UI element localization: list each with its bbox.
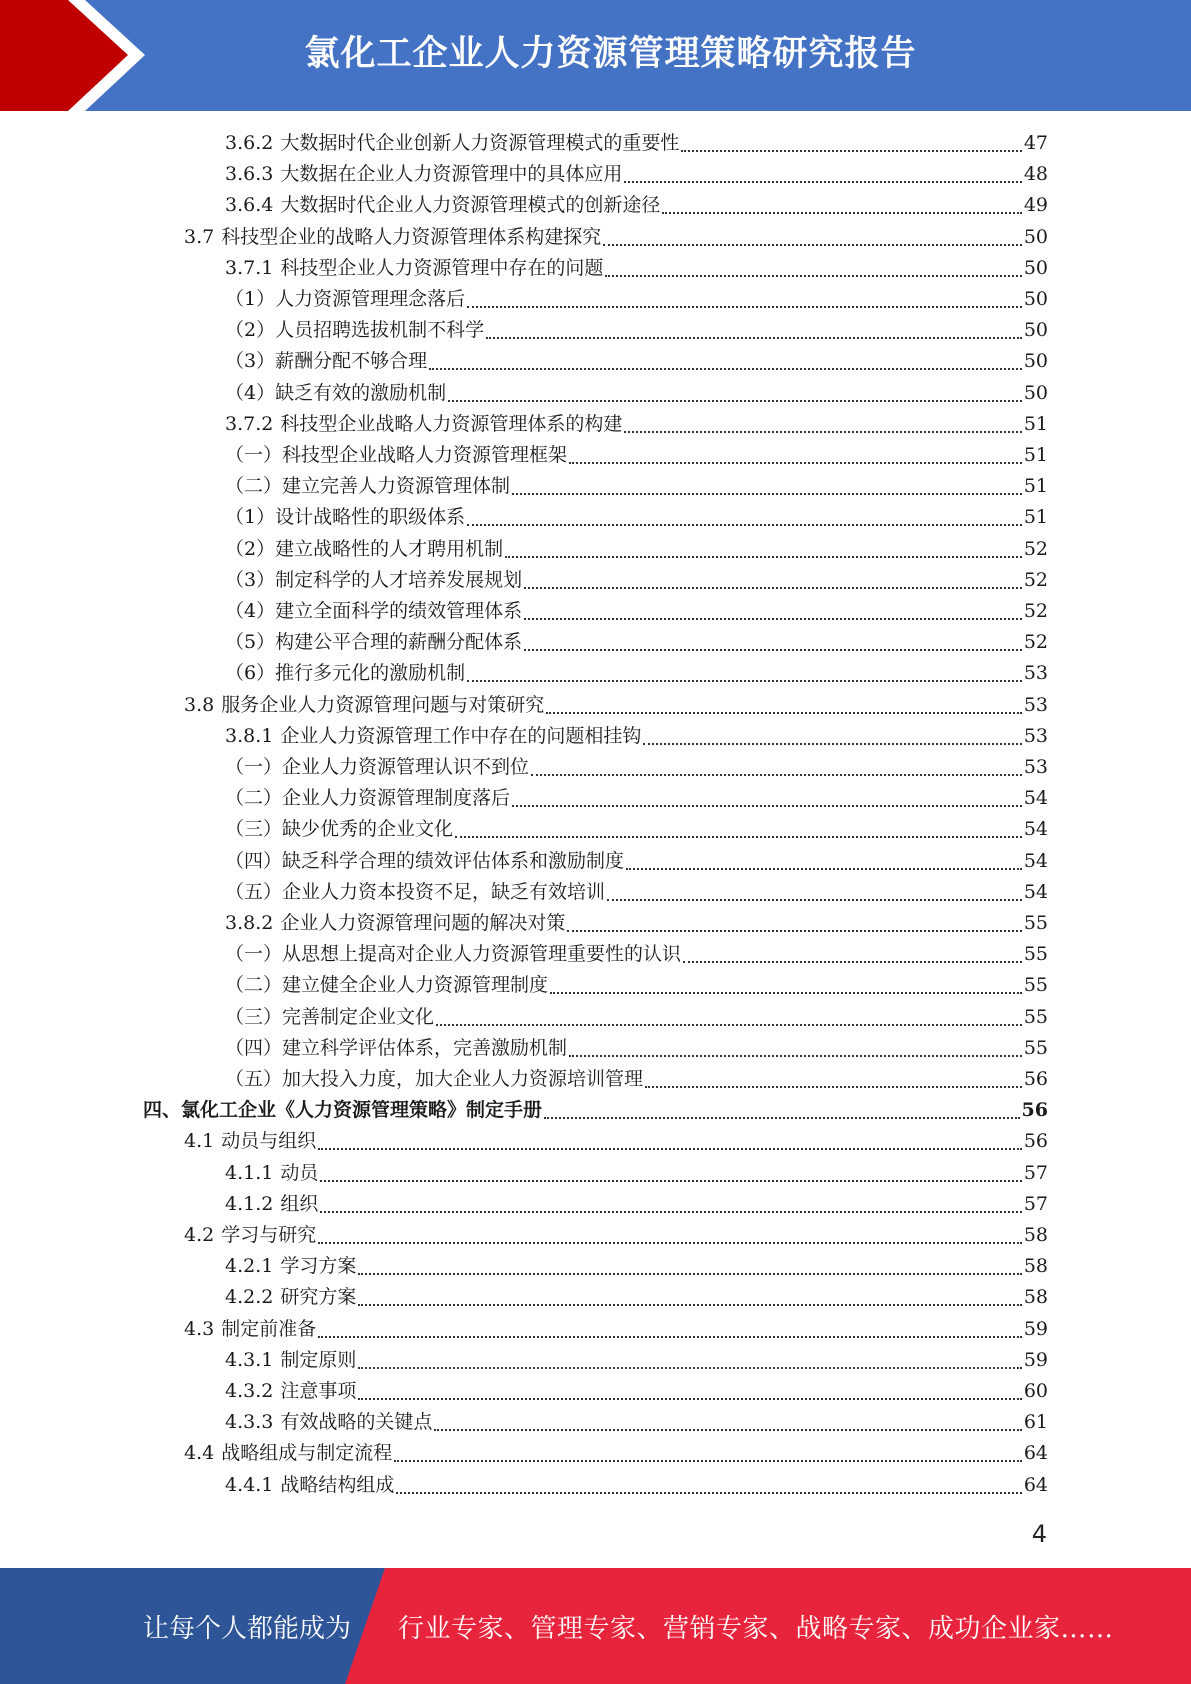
toc-entry-title: （6）推行多元化的激励机制 [225, 662, 466, 685]
toc-entry-page: 64 [1023, 1442, 1048, 1465]
toc-entry-number: 3.8.2 [225, 912, 274, 934]
toc-dot-leader [603, 215, 1022, 246]
toc-entry-page: 52 [1023, 631, 1048, 654]
toc-entry-page: 64 [1023, 1473, 1048, 1496]
toc-entry-title: 四、氯化工企业《人力资源管理策略》制定手册 [143, 1099, 543, 1122]
toc-dot-leader [569, 1026, 1022, 1057]
toc-entry-page: 55 [1023, 1005, 1048, 1028]
toc-dot-leader [396, 1463, 1021, 1494]
toc-dot-leader [512, 776, 1022, 807]
toc-entry-page: 53 [1023, 693, 1048, 716]
toc-entry-page: 52 [1023, 600, 1048, 622]
toc-dot-leader [531, 745, 1022, 776]
toc-dot-leader [524, 589, 1022, 620]
toc-entry-page: 55 [1023, 912, 1048, 934]
toc-entry-page: 50 [1023, 319, 1048, 342]
toc-dot-leader [467, 651, 1022, 682]
toc-dot-leader [505, 527, 1022, 558]
toc-entry-number: 3.7.1 [225, 256, 274, 279]
toc-entry-page: 55 [1023, 974, 1048, 997]
toc-dot-leader [318, 1307, 1022, 1338]
toc-entry-title: 学习与研究 [221, 1224, 317, 1246]
toc-dot-leader [486, 308, 1022, 339]
toc-dot-leader [681, 121, 1021, 152]
toc-dot-leader [645, 1057, 1022, 1088]
toc-entry-page: 59 [1023, 1348, 1048, 1371]
toc-entry-title: （三）缺少优秀的企业文化 [225, 818, 454, 841]
toc-entry-title: （一）科技型企业战略人力资源管理框架 [225, 444, 568, 466]
toc-entry-title: （2）人员招聘选拔机制不科学 [225, 319, 485, 342]
toc-dot-leader [429, 339, 1022, 370]
toc-entry-title: 动员与组织 [221, 1130, 317, 1153]
toc-entry-title: （1）设计战略性的职级体系 [225, 506, 466, 529]
toc-entry-title: 制定原则 [280, 1348, 357, 1371]
toc-entry-page: 50 [1023, 256, 1048, 279]
toc-entry-number: 4.3.3 [225, 1411, 274, 1434]
toc-dot-leader [550, 963, 1022, 994]
toc-entry-page: 48 [1023, 163, 1048, 186]
toc-entry-title: 科技型企业战略人力资源管理体系的构建 [280, 412, 623, 435]
page-number: 4 [1031, 1520, 1047, 1548]
toc-entry-number: 4.3 [184, 1317, 215, 1340]
toc-entry-title: （一）企业人力资源管理认识不到位 [225, 756, 530, 778]
toc-entry-title: 学习方案 [280, 1255, 357, 1278]
toc-entry-page: 58 [1023, 1286, 1048, 1309]
toc-entry-number: 4.2 [184, 1224, 215, 1246]
toc-entry-title: 大数据时代企业人力资源管理模式的创新途径 [280, 194, 661, 217]
toc-dot-leader [544, 1088, 1020, 1119]
toc-entry-page: 53 [1023, 756, 1048, 778]
toc-entry-page: 51 [1023, 506, 1048, 529]
toc-dot-leader [320, 1182, 1021, 1213]
toc-dot-leader [358, 1275, 1021, 1306]
toc-entry-number: 4.4 [184, 1442, 215, 1465]
footer-slogan-left: 让每个人都能成为 [143, 1614, 352, 1644]
toc-entry-page: 55 [1023, 1036, 1048, 1059]
toc-entry-page: 60 [1023, 1380, 1048, 1402]
toc-entry-title: （四）缺乏科学合理的绩效评估体系和激励制度 [225, 849, 625, 872]
toc-dot-leader [643, 714, 1021, 745]
toc-entry-title: （四）建立科学评估体系，完善激励机制 [225, 1036, 568, 1059]
toc-entry-number: 3.7.2 [225, 412, 274, 435]
toc-entry-number: 4.1.2 [225, 1192, 274, 1215]
toc-entry-page: 54 [1023, 818, 1048, 841]
toc-dot-leader [569, 433, 1022, 464]
toc-entry-page: 50 [1023, 225, 1048, 248]
toc-entry-page: 49 [1023, 194, 1048, 217]
toc-dot-leader [626, 839, 1022, 870]
toc-entry-page: 56 [1023, 1068, 1048, 1090]
toc-dot-leader [605, 246, 1021, 277]
toc-dot-leader [394, 1431, 1022, 1462]
toc-dot-leader [683, 932, 1022, 963]
toc-entry-title: （4）建立全面科学的绩效管理体系 [225, 600, 523, 622]
toc-dot-leader [607, 870, 1022, 901]
toc-entry-title: （一）从思想上提高对企业人力资源管理重要性的认识 [225, 943, 682, 966]
toc-dot-leader [624, 152, 1021, 183]
toc-entry-number: 3.6.4 [225, 194, 274, 217]
toc-entry-page: 55 [1023, 943, 1048, 966]
toc-entry-page: 54 [1023, 787, 1048, 810]
toc-entry-title: 注意事项 [280, 1380, 357, 1402]
toc-entry-number: 4.2.1 [225, 1255, 274, 1278]
toc-entry-title: （3）制定科学的人才培养发展规划 [225, 568, 523, 591]
toc-dot-leader [662, 183, 1021, 214]
toc-entry-page: 53 [1023, 724, 1048, 747]
toc-dot-leader [567, 901, 1021, 932]
toc-dot-leader [434, 1400, 1021, 1431]
toc-entry-number: 3.6.2 [225, 132, 274, 154]
toc-dot-leader [455, 807, 1022, 838]
toc-entry-number: 4.4.1 [225, 1473, 274, 1496]
toc-entry-title: （二）建立健全企业人力资源管理制度 [225, 974, 549, 997]
toc-entry-title: （3）薪酬分配不够合理 [225, 350, 428, 373]
toc-entry-title: 组织 [280, 1192, 319, 1215]
toc-entry-page: 61 [1023, 1411, 1048, 1434]
toc-entry-page: 50 [1023, 288, 1048, 310]
toc-entry-number: 4.3.2 [225, 1380, 274, 1402]
toc-entry-page: 58 [1023, 1255, 1048, 1278]
toc-dot-leader [512, 464, 1022, 495]
toc-entry-page: 54 [1023, 880, 1048, 903]
toc-entry-page: 51 [1023, 475, 1048, 498]
toc-dot-leader [546, 683, 1022, 714]
toc-entry-title: 动员 [280, 1161, 319, 1184]
toc-entry-number: 3.8 [184, 693, 215, 716]
toc-entry-title: （五）企业人力资本投资不足，缺乏有效培训 [225, 880, 606, 903]
toc-dot-leader [524, 558, 1022, 589]
toc-entry-title: （二）建立完善人力资源管理体制 [225, 475, 511, 498]
toc-entry-title: （二）企业人力资源管理制度落后 [225, 787, 511, 810]
toc-entry-title: （五）加大投入力度，加大企业人力资源培训管理 [225, 1068, 644, 1090]
footer-slogan-right: 行业专家、管理专家、营销专家、战略专家、成功企业家…… [398, 1614, 1114, 1644]
toc-entry-number: 3.8.1 [225, 724, 274, 747]
toc-entry-page: 57 [1023, 1161, 1048, 1184]
toc-entry-page: 53 [1023, 662, 1048, 685]
toc-entry-title: （5）构建公平合理的薪酬分配体系 [225, 631, 523, 654]
toc-dot-leader [358, 1338, 1021, 1369]
toc-entry-number: 4.3.1 [225, 1348, 274, 1371]
toc-entry-page: 52 [1023, 537, 1048, 560]
toc-entry-title: （2）建立战略性的人才聘用机制 [225, 537, 504, 560]
toc-dot-leader [318, 1119, 1022, 1150]
page-footer [0, 1568, 1191, 1684]
toc-entry-number: 4.2.2 [225, 1286, 274, 1309]
toc-entry-title: 战略结构组成 [280, 1473, 395, 1496]
toc-entry-title: 制定前准备 [221, 1317, 317, 1340]
toc-entry-title: 科技型企业的战略人力资源管理体系构建探究 [221, 225, 602, 248]
page-header [0, 0, 1191, 111]
toc-entry-title: 有效战略的关键点 [280, 1411, 433, 1434]
toc-dot-leader [624, 402, 1021, 433]
toc-dot-leader [318, 1213, 1022, 1244]
toc-entry-title: （1）人力资源管理理念落后 [225, 288, 466, 310]
toc-entry-page: 56 [1023, 1130, 1048, 1153]
toc-entry-page: 54 [1023, 849, 1048, 872]
toc-entry[interactable] [225, 1470, 1048, 1501]
toc-entry-page: 50 [1023, 350, 1048, 373]
toc-entry-number: 4.1 [184, 1130, 215, 1153]
toc-dot-leader [320, 1151, 1021, 1182]
toc-entry-title: 研究方案 [280, 1286, 357, 1309]
toc-dot-leader [448, 371, 1022, 402]
toc-entry-title: 大数据时代企业创新人力资源管理模式的重要性 [280, 132, 680, 154]
toc-entry-number: 4.1.1 [225, 1161, 274, 1184]
toc-entry-page: 51 [1023, 412, 1048, 435]
toc-entry-title: 服务企业人力资源管理问题与对策研究 [221, 693, 545, 716]
toc-entry-title: 科技型企业人力资源管理中存在的问题 [280, 256, 604, 279]
toc-entry-title: 企业人力资源管理工作中存在的问题相挂钩 [280, 724, 642, 747]
toc-entry-title: 大数据在企业人力资源管理中的具体应用 [280, 163, 623, 186]
toc-entry-page: 57 [1023, 1192, 1048, 1215]
toc-entry-page: 59 [1023, 1317, 1048, 1340]
document-title: 氯化工企业人力资源管理策略研究报告 [304, 34, 917, 74]
toc-entry-page: 52 [1023, 568, 1048, 591]
toc-dot-leader [467, 277, 1022, 308]
toc-entry-page: 50 [1023, 381, 1048, 404]
toc-entry-title: 企业人力资源管理问题的解决对策 [280, 912, 566, 934]
toc-entry-number: 3.7 [184, 225, 215, 248]
toc-dot-leader [467, 495, 1022, 526]
toc-dot-leader [358, 1369, 1021, 1400]
toc-entry-title: （4）缺乏有效的激励机制 [225, 381, 447, 404]
toc-dot-leader [436, 995, 1022, 1026]
toc-entry-number: 3.6.3 [225, 163, 274, 186]
toc-entry-title: 战略组成与制定流程 [221, 1442, 393, 1465]
toc-entry-page: 47 [1023, 132, 1048, 154]
toc-entry-page: 56 [1021, 1099, 1048, 1122]
toc-dot-leader [358, 1244, 1021, 1275]
toc-entry-title: （三）完善制定企业文化 [225, 1005, 435, 1028]
toc-entry-page: 58 [1023, 1224, 1048, 1246]
toc-dot-leader [524, 620, 1022, 651]
toc-entry-page: 51 [1023, 444, 1048, 466]
